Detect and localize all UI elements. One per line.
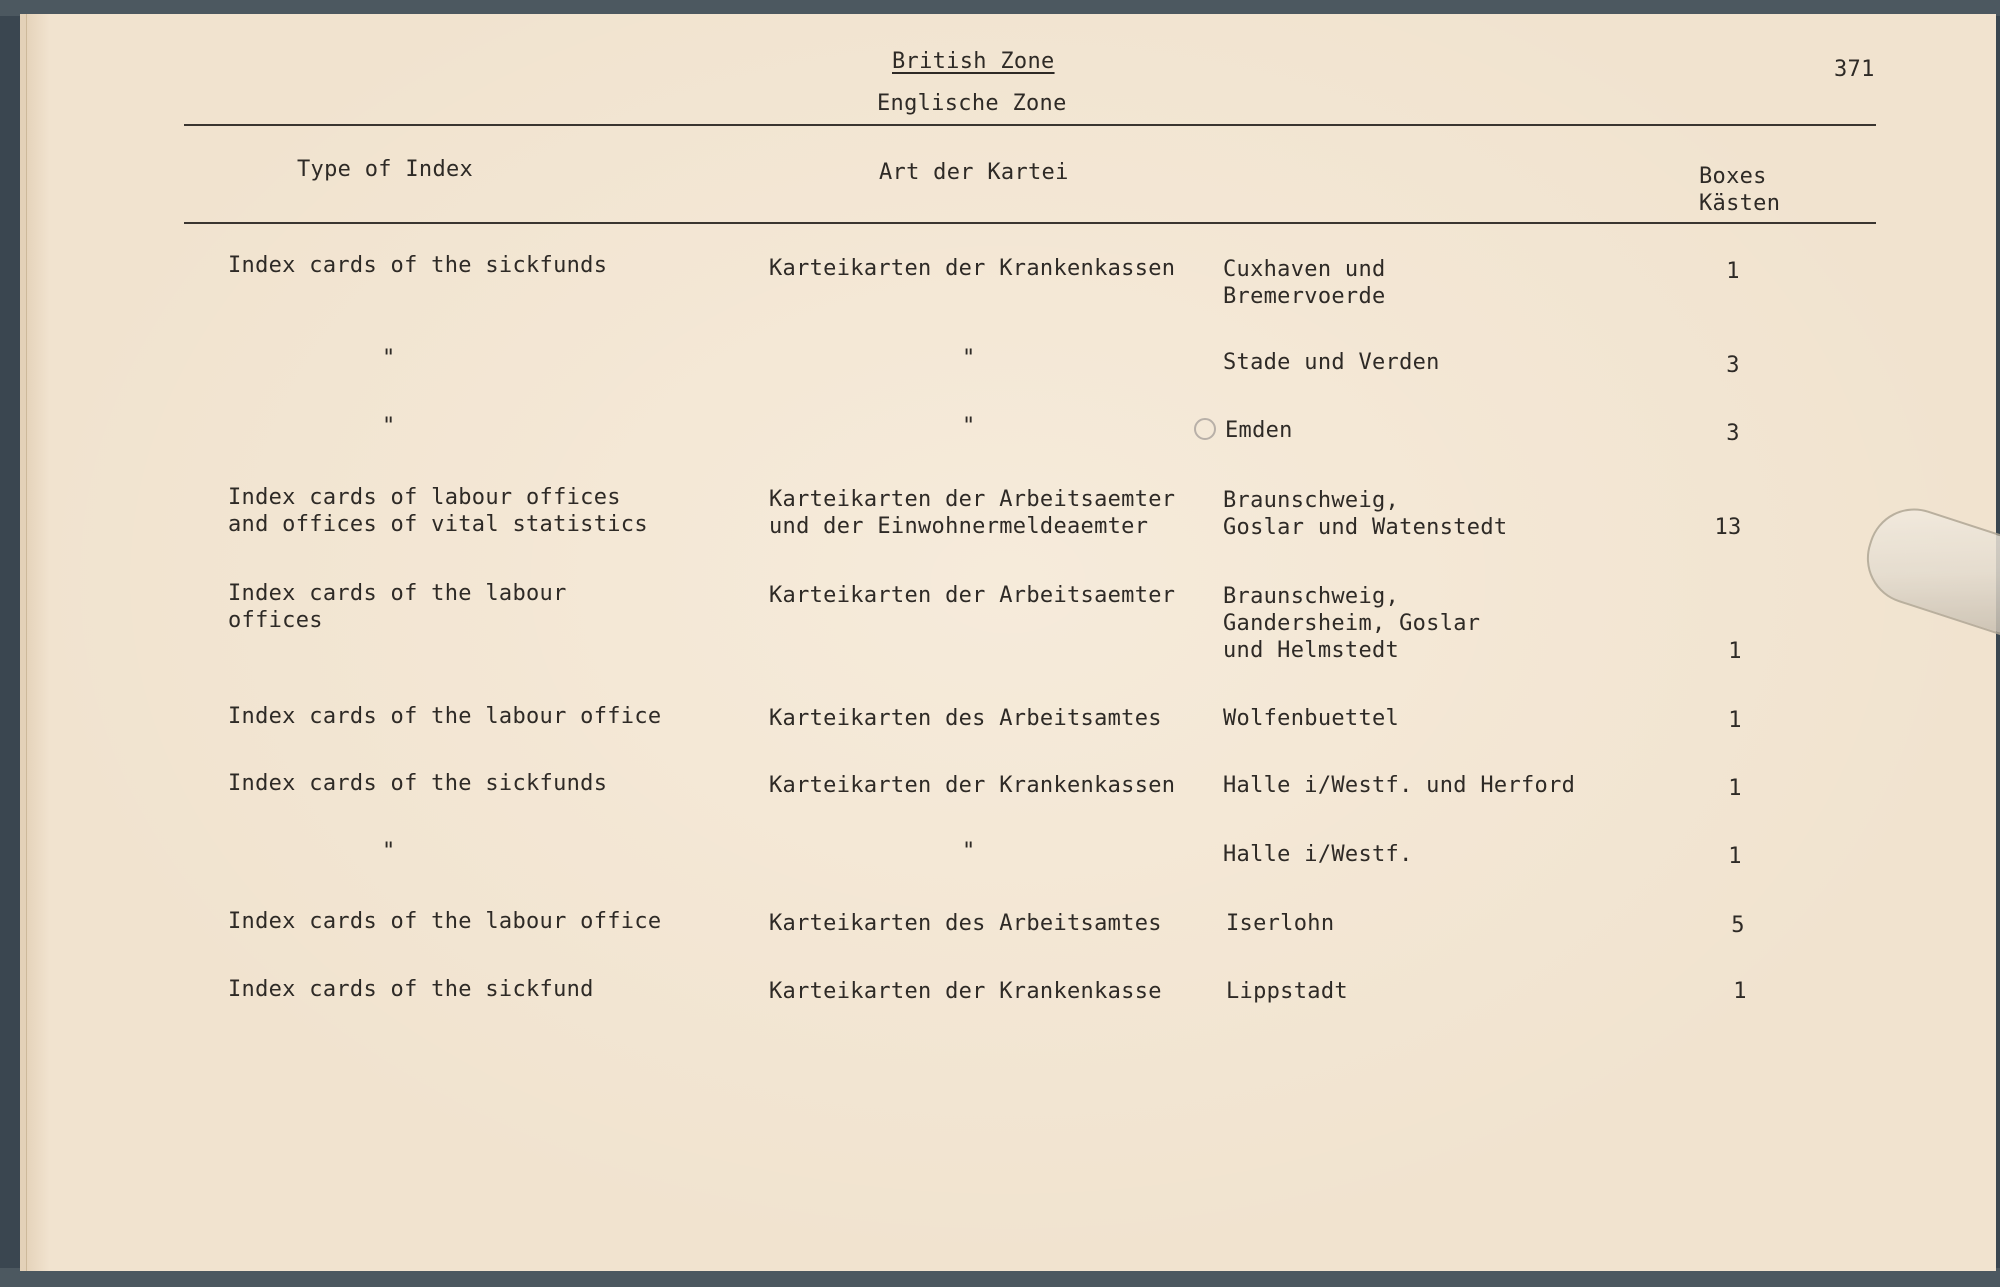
row-place: Bremervoerde bbox=[1223, 284, 1386, 309]
row-type-en: and offices of vital statistics bbox=[228, 512, 648, 537]
row-type-en: Index cards of the sickfunds bbox=[228, 253, 608, 278]
row-type-de: Karteikarten der Krankenkassen bbox=[769, 256, 1176, 281]
header-rule-bottom bbox=[184, 222, 1876, 224]
row-place: Emden bbox=[1225, 418, 1293, 443]
column-header-boxes-de: Kästen bbox=[1699, 191, 1781, 216]
column-header-boxes-en: Boxes bbox=[1699, 164, 1767, 189]
row-type-en: " bbox=[382, 414, 396, 439]
row-type-en: Index cards of the labour office bbox=[228, 704, 662, 729]
row-type-en: Index cards of the sickfunds bbox=[228, 771, 608, 796]
row-boxes: 1 bbox=[1726, 259, 1740, 284]
row-type-en: Index cards of the labour bbox=[228, 581, 567, 606]
row-place: Halle i/Westf. und Herford bbox=[1223, 773, 1576, 798]
row-type-de: " bbox=[962, 414, 976, 439]
row-type-de: Karteikarten des Arbeitsamtes bbox=[769, 706, 1162, 731]
row-type-en: offices bbox=[228, 608, 323, 633]
row-boxes: 5 bbox=[1731, 913, 1745, 938]
row-place: Cuxhaven und bbox=[1223, 257, 1386, 282]
row-place: Gandersheim, Goslar bbox=[1223, 611, 1481, 636]
row-place: Braunschweig, bbox=[1223, 488, 1400, 513]
row-place: Goslar und Watenstedt bbox=[1223, 515, 1508, 540]
row-place: Braunschweig, bbox=[1223, 584, 1400, 609]
punch-hole-mark bbox=[1194, 418, 1216, 440]
row-place: Lippstadt bbox=[1226, 979, 1348, 1004]
column-header-type-de: Art der Kartei bbox=[879, 160, 1069, 185]
row-boxes: 1 bbox=[1728, 844, 1742, 869]
row-boxes: 1 bbox=[1728, 776, 1742, 801]
row-type-de: Karteikarten der Krankenkasse bbox=[769, 979, 1162, 1004]
row-type-en: " bbox=[382, 346, 396, 371]
row-type-de: Karteikarten der Krankenkassen bbox=[769, 773, 1176, 798]
row-place: Stade und Verden bbox=[1223, 350, 1440, 375]
row-place: Wolfenbuettel bbox=[1223, 706, 1400, 731]
row-place: Iserlohn bbox=[1226, 911, 1335, 936]
column-header-type-en: Type of Index bbox=[297, 157, 474, 182]
row-type-de: Karteikarten des Arbeitsamtes bbox=[769, 911, 1162, 936]
row-boxes: 1 bbox=[1733, 979, 1747, 1004]
row-type-en: Index cards of labour offices bbox=[228, 485, 621, 510]
row-type-en: Index cards of the sickfund bbox=[228, 977, 594, 1002]
row-boxes: 13 bbox=[1714, 515, 1742, 540]
row-boxes: 3 bbox=[1726, 353, 1740, 378]
row-type-de: Karteikarten der Arbeitsaemter bbox=[769, 583, 1176, 608]
page-number: 371 bbox=[1834, 57, 1875, 82]
row-type-en: " bbox=[382, 839, 396, 864]
row-boxes: 1 bbox=[1728, 639, 1742, 664]
page-title: British Zone bbox=[892, 49, 1055, 74]
row-type-de: und der Einwohnermeldeaemter bbox=[769, 514, 1149, 539]
row-type-de: Karteikarten der Arbeitsaemter bbox=[769, 487, 1176, 512]
row-type-de: " bbox=[962, 839, 976, 864]
row-boxes: 1 bbox=[1728, 708, 1742, 733]
row-place: Halle i/Westf. bbox=[1223, 842, 1413, 867]
row-boxes: 3 bbox=[1726, 421, 1740, 446]
page-subtitle: Englische Zone bbox=[877, 91, 1067, 116]
page-binding-edge bbox=[20, 14, 27, 1271]
header-rule-top bbox=[184, 124, 1876, 126]
row-type-en: Index cards of the labour office bbox=[228, 909, 662, 934]
row-place: und Helmstedt bbox=[1223, 638, 1400, 663]
row-type-de: " bbox=[962, 346, 976, 371]
